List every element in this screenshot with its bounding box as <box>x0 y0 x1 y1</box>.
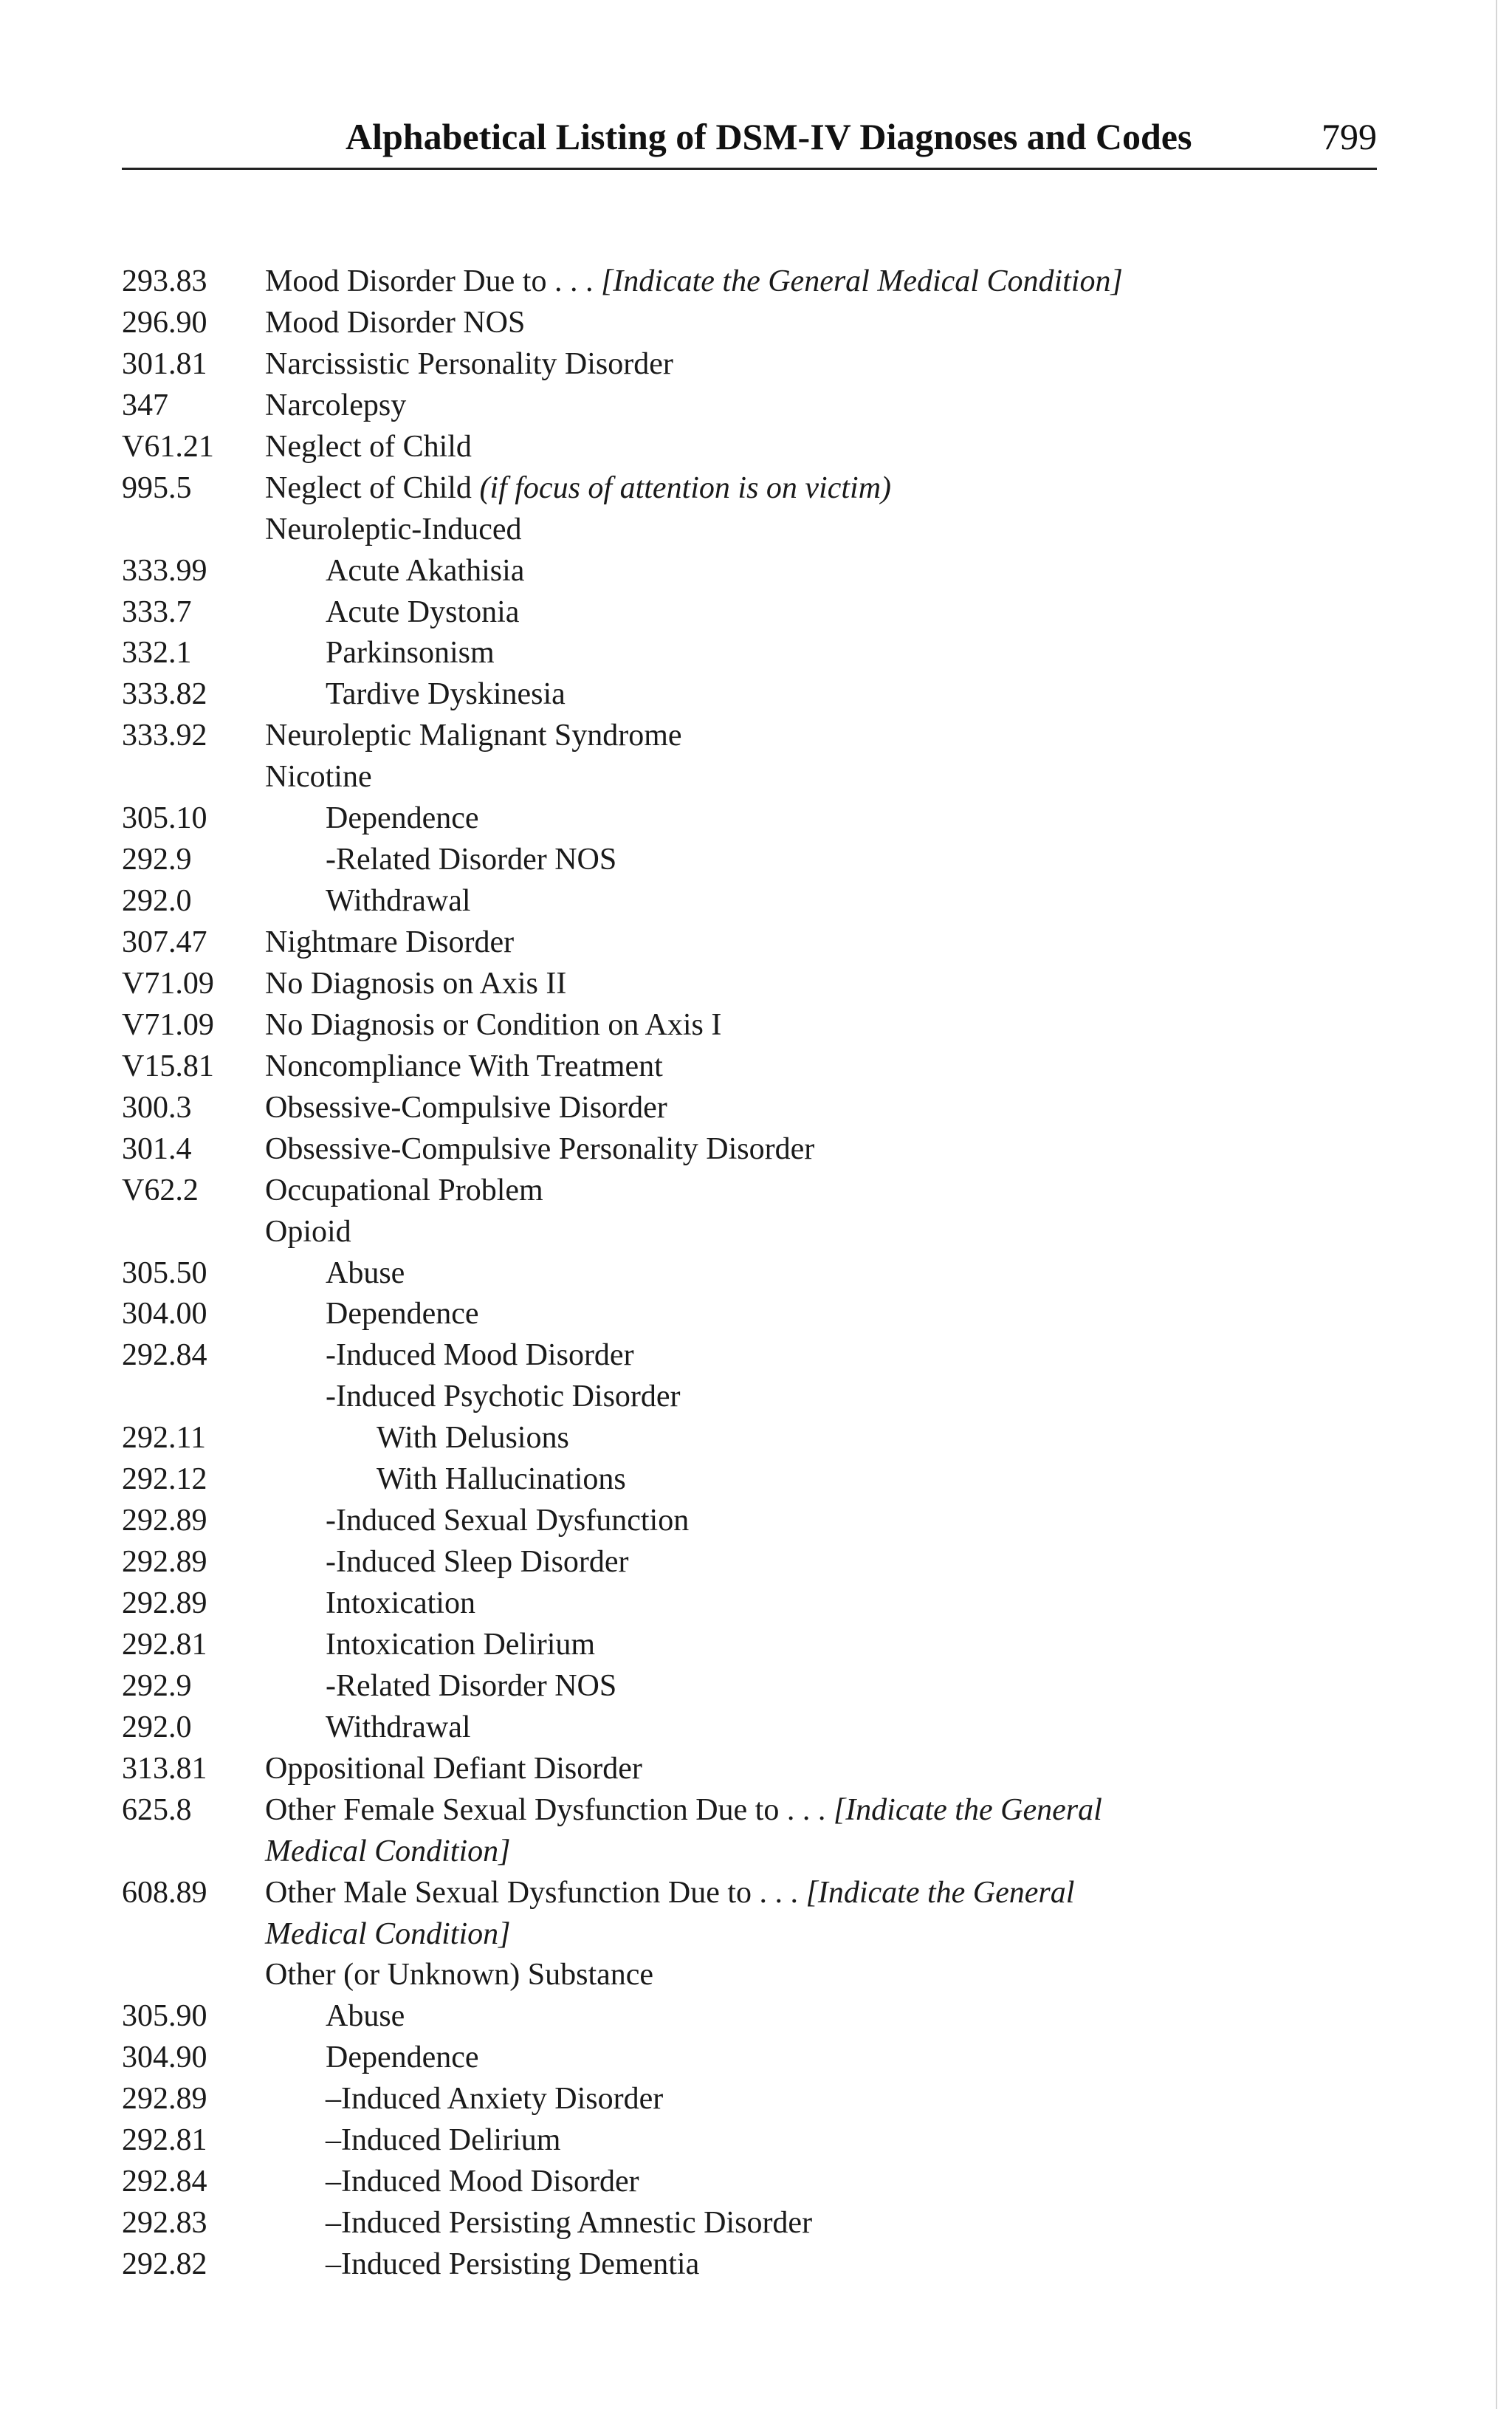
listing-entry <box>122 881 1377 922</box>
diagnosis-text: -Induced Sexual Dysfunction <box>326 1504 690 1538</box>
page-number: 799 <box>1322 116 1377 157</box>
diagnosis-text: Dependence <box>326 2040 479 2075</box>
diagnosis-qualifier: [Indicate the General Medical Condition] <box>600 264 1123 298</box>
listing-entry <box>122 633 1377 674</box>
diagnosis-code: 305.50 <box>122 1255 207 1290</box>
diagnosis-text: Abuse <box>326 1999 405 2034</box>
header-rule <box>122 168 1377 170</box>
diagnosis-text: Acute Dystonia <box>326 594 520 629</box>
diagnosis-text: –Induced Persisting Amnestic Disorder <box>326 2206 813 2241</box>
diagnosis-name <box>326 2203 812 2244</box>
header-title: Alphabetical Listing of DSM-IV Diagnoses and Codes <box>346 116 1192 157</box>
diagnosis-name <box>377 1459 626 1501</box>
diagnosis-text: Opioid <box>265 1214 351 1249</box>
listing-entry <box>122 1873 1377 1914</box>
diagnosis-text: Occupational Problem <box>265 1173 543 1207</box>
listing-entry <box>122 303 1377 344</box>
diagnosis-text: Parkinsonism <box>326 636 495 671</box>
diagnosis-name <box>326 2244 699 2286</box>
diagnosis-text: Mood Disorder Due to . . . <box>265 264 601 298</box>
listing-entry <box>122 1046 1377 1088</box>
listing-entry <box>122 1625 1377 1666</box>
listing-entry <box>122 1212 1377 1253</box>
diagnosis-name <box>326 1625 595 1666</box>
diagnosis-code: 305.90 <box>122 1999 207 2034</box>
diagnosis-text: Intoxication <box>326 1586 475 1620</box>
diagnosis-text: Obsessive-Compulsive Disorder <box>265 1090 667 1125</box>
listing-entry <box>122 1253 1377 1295</box>
listing-entry <box>122 1955 1377 1996</box>
diagnosis-name <box>326 1996 405 2038</box>
listing-entry <box>122 1666 1377 1707</box>
diagnosis-name <box>326 1335 634 1377</box>
diagnosis-name <box>326 551 524 592</box>
diagnosis-text: Abuse <box>326 1255 405 1290</box>
diagnosis-code: 333.82 <box>122 677 207 712</box>
listing-entry-continuation <box>122 1831 1377 1873</box>
diagnosis-text: Oppositional Defiant Disorder <box>265 1751 642 1786</box>
diagnosis-text: –Induced Delirium <box>326 2123 561 2158</box>
listing-entry <box>122 757 1377 798</box>
diagnosis-text: Mood Disorder NOS <box>265 305 526 340</box>
listing-entry <box>122 1294 1377 1335</box>
diagnosis-code: 292.81 <box>122 1627 207 1662</box>
diagnosis-text: Other (or Unknown) Substance <box>265 1958 654 1992</box>
listing-entry <box>122 510 1377 551</box>
diagnosis-text: Tardive Dyskinesia <box>326 677 566 712</box>
listing-entry <box>122 1005 1377 1046</box>
diagnosis-text: -Related Disorder NOS <box>326 1668 617 1703</box>
diagnosis-qualifier: [Indicate the General <box>833 1792 1102 1827</box>
diagnosis-name <box>265 510 522 551</box>
diagnosis-code: 304.90 <box>122 2040 207 2075</box>
diagnosis-code: 292.89 <box>122 1504 207 1538</box>
diagnosis-code: 608.89 <box>122 1875 207 1910</box>
diagnosis-code: 292.84 <box>122 1338 207 1373</box>
listing-entry <box>122 385 1377 427</box>
diagnosis-text: -Induced Mood Disorder <box>326 1338 634 1373</box>
diagnosis-code: V62.2 <box>122 1173 199 1207</box>
diagnosis-text: No Diagnosis on Axis II <box>265 966 567 1001</box>
diagnosis-code: V71.09 <box>122 1007 214 1042</box>
listing-entry <box>122 1377 1377 1418</box>
diagnosis-code: V15.81 <box>122 1049 214 1083</box>
listing-entry <box>122 2203 1377 2244</box>
diagnosis-name <box>326 881 471 922</box>
diagnosis-name <box>326 840 616 881</box>
listing-entry <box>122 2120 1377 2162</box>
diagnosis-name <box>326 798 479 840</box>
diagnosis-text: With Delusions <box>377 1421 569 1456</box>
listing-entry <box>122 840 1377 881</box>
listing-entry <box>122 1335 1377 1377</box>
diagnosis-name <box>265 427 472 468</box>
listing-entry <box>122 1790 1377 1831</box>
diagnosis-text: Intoxication Delirium <box>326 1627 596 1662</box>
listing-entry <box>122 1459 1377 1501</box>
diagnosis-text: -Related Disorder NOS <box>326 843 617 877</box>
diagnosis-text: Noncompliance With Treatment <box>265 1049 663 1083</box>
listing-entry <box>122 798 1377 840</box>
diagnosis-code: 300.3 <box>122 1090 192 1125</box>
diagnosis-text: Obsessive-Compulsive Personality Disorder <box>265 1131 815 1166</box>
diagnosis-code: 347 <box>122 388 168 422</box>
listing-entry <box>122 1996 1377 2038</box>
diagnosis-text: Neuroleptic-Induced <box>265 512 522 546</box>
listing-entry-continuation <box>122 1914 1377 1956</box>
diagnosis-text: No Diagnosis or Condition on Axis I <box>265 1007 722 1042</box>
listing-entry <box>122 468 1377 510</box>
listing-entry <box>122 1583 1377 1625</box>
diagnosis-text: -Induced Psychotic Disorder <box>326 1380 681 1414</box>
diagnosis-code: 292.89 <box>122 2082 207 2117</box>
diagnosis-name <box>265 468 891 510</box>
listing-entry <box>122 964 1377 1005</box>
diagnosis-code: 296.90 <box>122 305 207 340</box>
diagnosis-name <box>265 1046 663 1088</box>
diagnosis-name <box>265 922 514 964</box>
diagnosis-name <box>265 344 673 385</box>
diagnosis-text: Neuroleptic Malignant Syndrome <box>265 719 682 753</box>
diagnosis-qualifier-continuation: Medical Condition] <box>265 1916 511 1951</box>
diagnosis-text: Withdrawal <box>326 884 471 919</box>
listing-entry <box>122 551 1377 592</box>
listing-entry <box>122 592 1377 634</box>
listing-entry <box>122 427 1377 468</box>
diagnosis-code: 301.81 <box>122 346 207 381</box>
diagnosis-code: 292.9 <box>122 843 192 877</box>
diagnosis-text: Nicotine <box>265 760 372 795</box>
diagnosis-name <box>265 964 566 1005</box>
diagnosis-code: 292.12 <box>122 1462 207 1497</box>
listing-entry <box>122 2038 1377 2079</box>
diagnosis-text: Acute Akathisia <box>326 553 525 588</box>
diagnosis-code: 995.5 <box>122 470 192 505</box>
diagnosis-code: 313.81 <box>122 1751 207 1786</box>
diagnosis-name <box>265 757 372 798</box>
diagnosis-name <box>265 1955 653 1996</box>
diagnosis-text: –Induced Persisting Dementia <box>326 2247 700 2281</box>
diagnosis-name <box>326 1294 479 1335</box>
listing-entry <box>122 1129 1377 1171</box>
diagnosis-text: -Induced Sleep Disorder <box>326 1545 629 1580</box>
diagnosis-code: 292.0 <box>122 1710 192 1744</box>
diagnosis-name <box>265 385 406 427</box>
running-header <box>122 111 1377 162</box>
diagnosis-code: 332.1 <box>122 636 192 671</box>
diagnosis-name <box>326 2162 639 2203</box>
diagnosis-name <box>265 1212 351 1253</box>
diagnosis-code: 292.0 <box>122 884 192 919</box>
diagnosis-code: 292.81 <box>122 2123 207 2158</box>
diagnosis-code: 333.99 <box>122 553 207 588</box>
diagnosis-text: Nightmare Disorder <box>265 925 515 959</box>
diagnosis-name <box>265 1790 1102 1831</box>
diagnosis-name <box>265 1171 543 1212</box>
diagnosis-name <box>326 592 519 634</box>
diagnosis-code: 292.11 <box>122 1421 206 1456</box>
diagnosis-name <box>326 1583 475 1625</box>
listing-entry <box>122 922 1377 964</box>
diagnosis-code: 625.8 <box>122 1792 192 1827</box>
diagnosis-name <box>377 1418 569 1459</box>
diagnosis-text: Neglect of Child <box>265 429 472 464</box>
listing-entry <box>122 261 1377 303</box>
listing-entry <box>122 674 1377 716</box>
diagnosis-code: 333.92 <box>122 719 207 753</box>
diagnosis-name <box>265 303 525 344</box>
diagnosis-code: 292.89 <box>122 1586 207 1620</box>
diagnosis-text: –Induced Mood Disorder <box>326 2165 639 2199</box>
diagnosis-qualifier-continuation: Medical Condition] <box>265 1834 511 1868</box>
diagnosis-text: Withdrawal <box>326 1710 471 1744</box>
diagnosis-text: Narcissistic Personality Disorder <box>265 346 673 381</box>
diagnosis-text: –Induced Anxiety Disorder <box>326 2082 664 2117</box>
diagnosis-code: V71.09 <box>122 966 214 1001</box>
diagnosis-listing <box>122 261 1377 2286</box>
diagnosis-text: Dependence <box>326 1297 479 1332</box>
listing-entry <box>122 2079 1377 2120</box>
listing-entry <box>122 716 1377 757</box>
listing-entry <box>122 1707 1377 1749</box>
diagnosis-code: 292.83 <box>122 2206 207 2241</box>
diagnosis-text: With Hallucinations <box>377 1462 626 1497</box>
listing-entry <box>122 1418 1377 1459</box>
diagnosis-code: 304.00 <box>122 1297 207 1332</box>
listing-entry <box>122 1088 1377 1129</box>
diagnosis-qualifier: (if focus of attention is on victim) <box>479 470 892 505</box>
diagnosis-text: Neglect of Child <box>265 470 480 505</box>
diagnosis-name <box>326 1707 471 1749</box>
diagnosis-name <box>326 1377 681 1418</box>
diagnosis-name <box>265 1129 814 1171</box>
diagnosis-code: 307.47 <box>122 925 207 959</box>
diagnosis-name <box>326 674 566 716</box>
listing-entry <box>122 2244 1377 2286</box>
diagnosis-name <box>326 1542 629 1583</box>
listing-entry <box>122 344 1377 385</box>
diagnosis-code: 301.4 <box>122 1131 192 1166</box>
diagnosis-name <box>326 1501 689 1542</box>
diagnosis-qualifier: [Indicate the General <box>805 1875 1075 1910</box>
diagnosis-code: 305.10 <box>122 801 207 836</box>
scan-edge <box>1496 0 1497 2409</box>
diagnosis-text: Other Female Sexual Dysfunction Due to . . . <box>265 1792 834 1827</box>
diagnosis-code: 292.82 <box>122 2247 207 2281</box>
diagnosis-name <box>265 1749 642 1790</box>
diagnosis-code: 292.84 <box>122 2165 207 2199</box>
diagnosis-code: 293.83 <box>122 264 207 298</box>
diagnosis-name <box>265 1005 721 1046</box>
diagnosis-code: 333.7 <box>122 594 192 629</box>
diagnosis-name <box>265 1873 1074 1914</box>
listing-entry <box>122 2162 1377 2203</box>
diagnosis-name <box>326 1253 405 1295</box>
diagnosis-name <box>326 1666 616 1707</box>
diagnosis-text: Narcolepsy <box>265 388 407 422</box>
listing-entry <box>122 1501 1377 1542</box>
listing-entry <box>122 1171 1377 1212</box>
diagnosis-name <box>326 2038 479 2079</box>
diagnosis-name <box>265 261 1123 303</box>
diagnosis-name <box>326 633 495 674</box>
diagnosis-name <box>326 2120 560 2162</box>
diagnosis-text: Other Male Sexual Dysfunction Due to . . . <box>265 1875 806 1910</box>
diagnosis-code: 292.89 <box>122 1545 207 1580</box>
listing-entry <box>122 1749 1377 1790</box>
listing-entry <box>122 1542 1377 1583</box>
diagnosis-name <box>265 716 682 757</box>
diagnosis-code: V61.21 <box>122 429 214 464</box>
diagnosis-code: 292.9 <box>122 1668 192 1703</box>
diagnosis-name <box>265 1088 667 1129</box>
diagnosis-text: Dependence <box>326 801 479 836</box>
diagnosis-name <box>326 2079 663 2120</box>
